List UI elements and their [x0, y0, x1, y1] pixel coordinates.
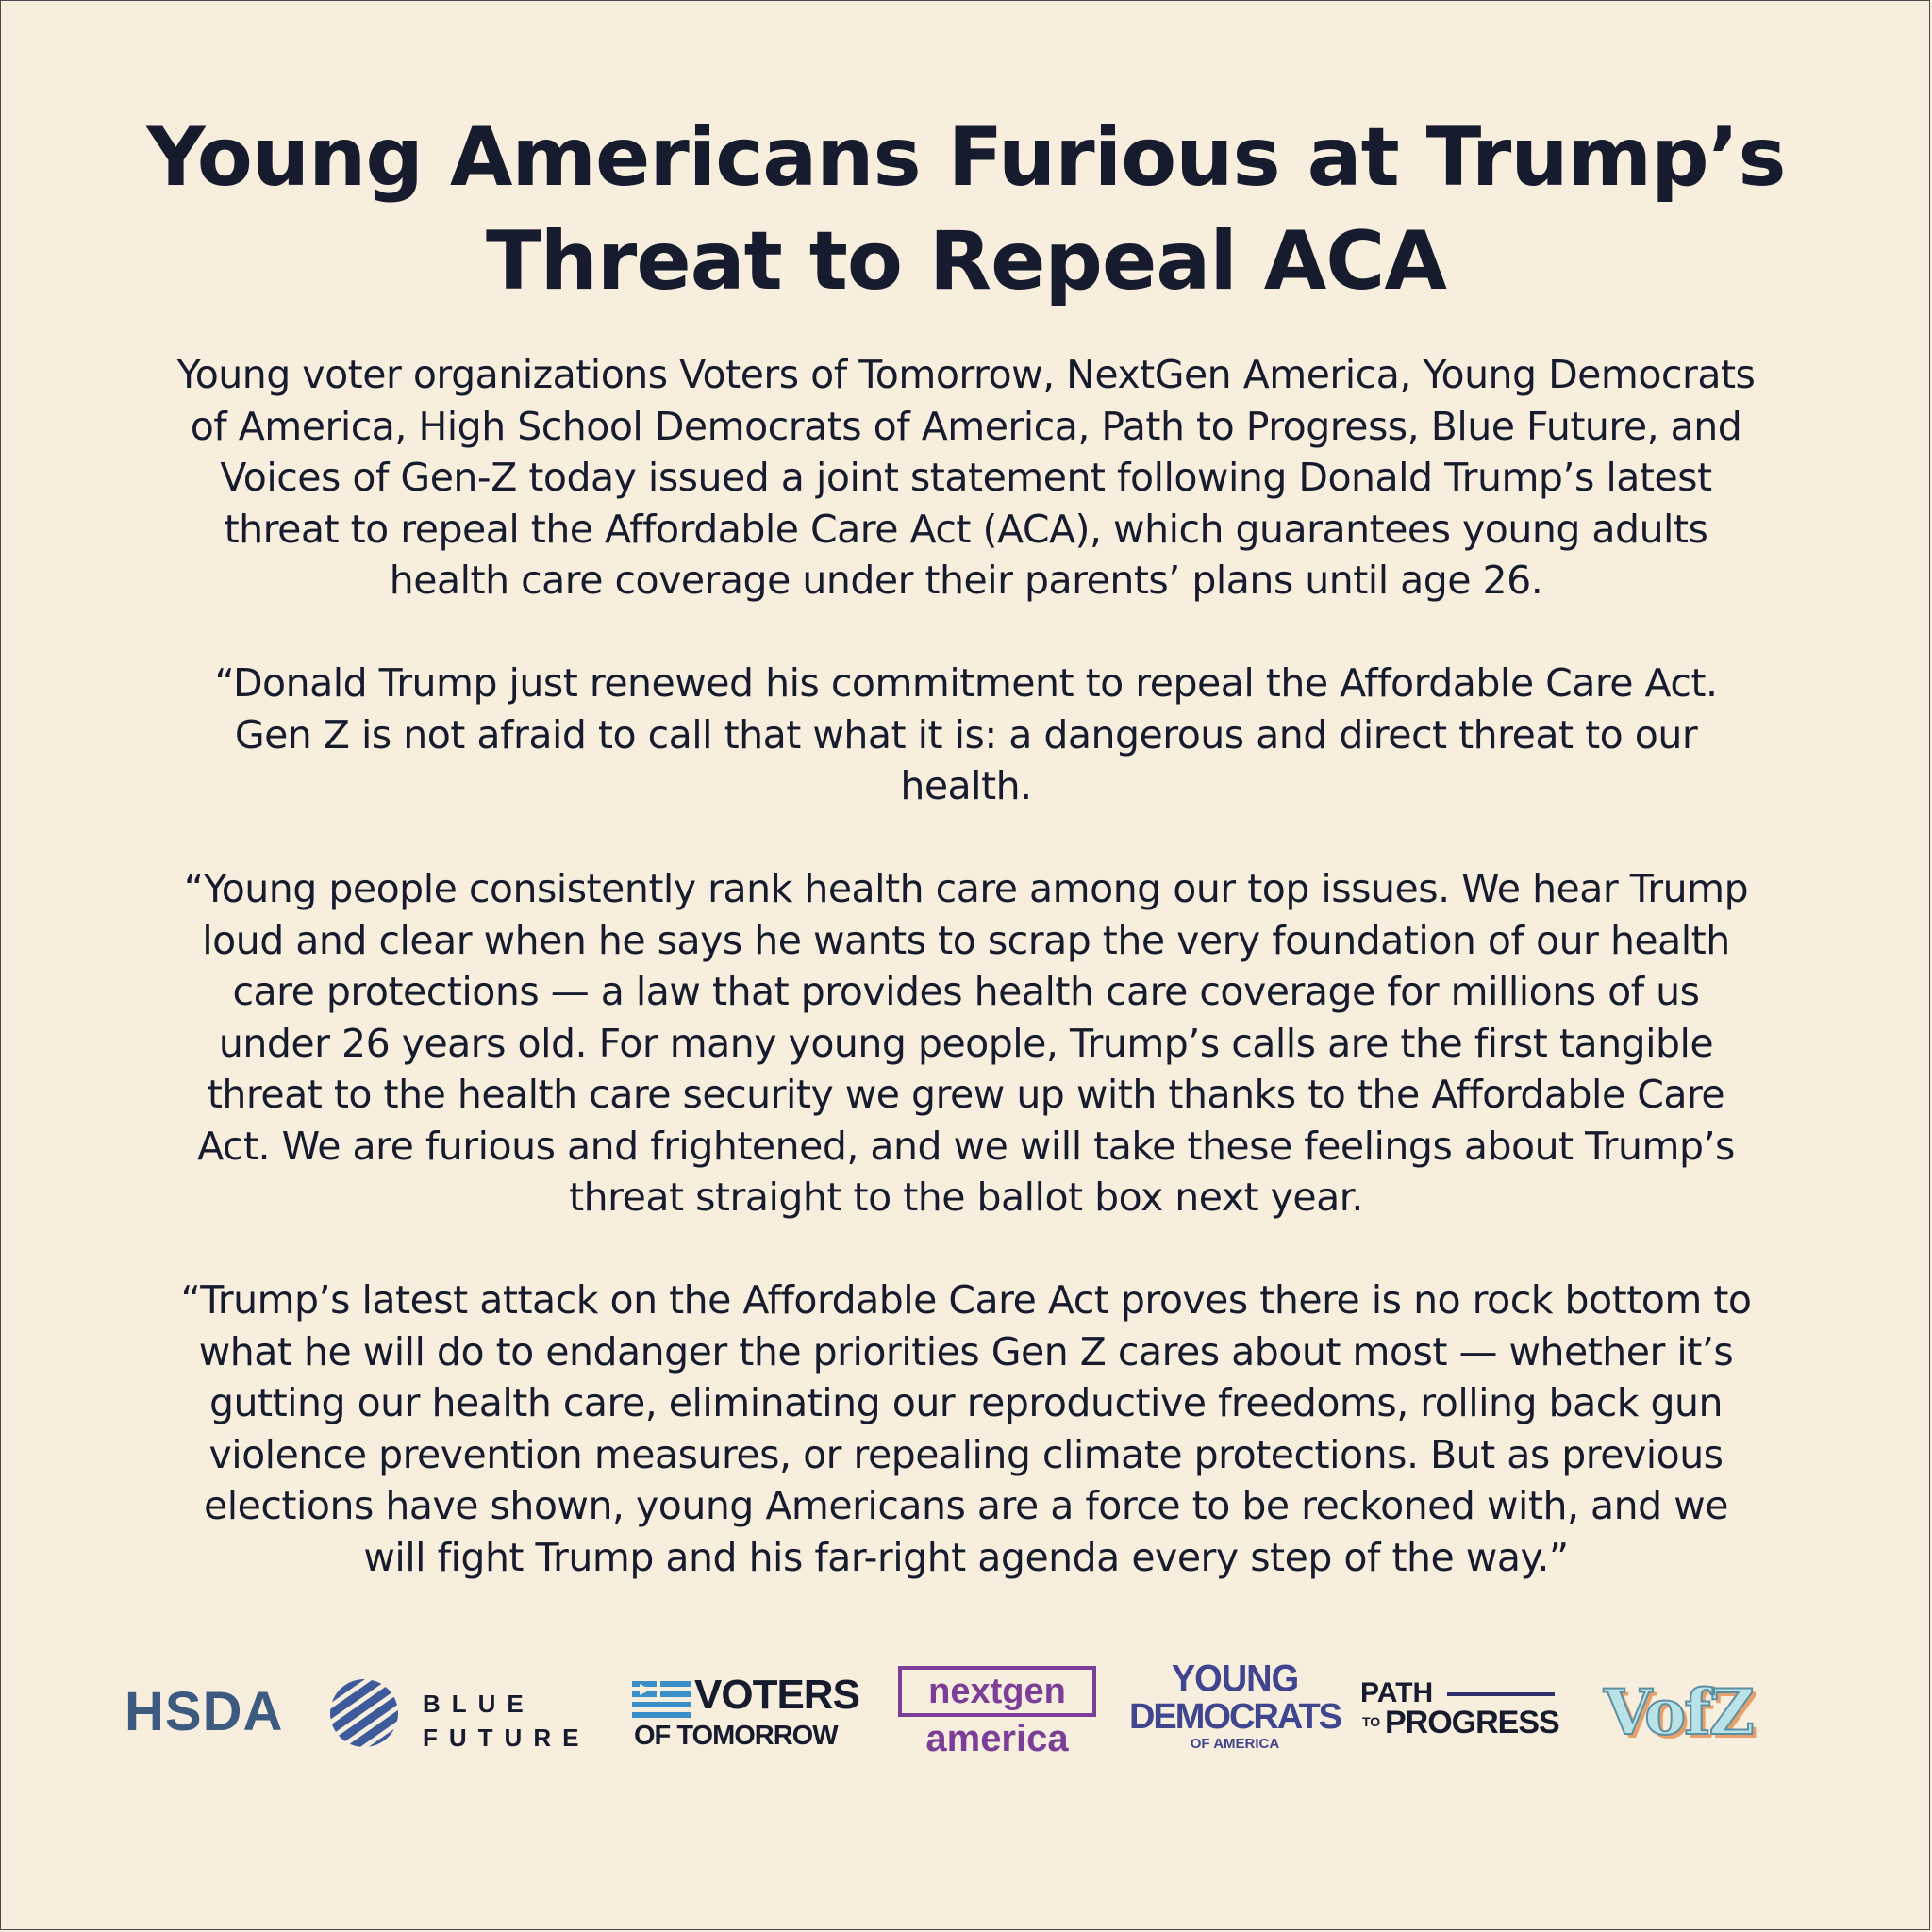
headline-line-1: Young Americans Furious at Trump’s — [146, 110, 1786, 205]
text-line: gutting our health care, eliminating our reproductive freedoms, rolling back gun — [208, 1380, 1724, 1425]
text-line: health. — [900, 763, 1032, 808]
text-line: Voices of Gen-Z today issued a joint statement following Donald Trump’s latest — [220, 455, 1712, 500]
path-to-progress-line-2: PROGRESS — [1385, 1705, 1559, 1740]
partner-logos-row — [113, 1657, 1819, 1764]
text-line: of America, High School Democrats of America, Path to Progress, Blue Future, and — [190, 403, 1742, 449]
text-line: threat straight to the ballot box next year. — [569, 1174, 1363, 1220]
nextgen-line-2: america — [925, 1718, 1069, 1759]
hsda-logo-text: HSDA — [125, 1681, 284, 1742]
blue-future-mark-icon — [328, 1677, 400, 1749]
text-line: Gen Z is not afraid to call that what it is: a dangerous and direct threat to our — [234, 711, 1698, 758]
headline — [85, 106, 1847, 313]
text-line: threat to repeal the Affordable Care Act (ACA), which guarantees young adults — [224, 506, 1708, 552]
text-line: “Young people consistently rank health care among our top issues. We hear Trump — [183, 866, 1749, 911]
blue-future-logo — [328, 1660, 602, 1764]
text-line: elections have shown, young Americans are a force to be reckoned with, and we — [204, 1483, 1728, 1528]
young-democrats-line-2: DEMOCRATS — [1128, 1697, 1341, 1737]
text-line: under 26 years old. For many young people, Trump’s calls are the first tangible — [218, 1020, 1714, 1066]
intro-paragraph — [75, 349, 1857, 607]
text-line: “Donald Trump just renewed his commitment to repeal the Affordable Care Act. — [214, 660, 1718, 706]
text-line: Act. We are furious and frightened, and we will take these feelings about Trump’s — [197, 1123, 1735, 1169]
voters-of-tomorrow-logo — [632, 1660, 870, 1764]
young-democrats-logo — [1126, 1657, 1343, 1764]
voters-flag-icon — [632, 1681, 691, 1719]
text-line: will fight Trump and his far-right agenda every step of the way.” — [363, 1534, 1569, 1580]
path-to-progress-line-1: PATH — [1360, 1677, 1434, 1708]
voters-line-2: OF TOMORROW — [634, 1721, 838, 1751]
path-to-progress-small: TO — [1362, 1714, 1381, 1729]
text-line: health care coverage under their parents’ plans until age 26. — [389, 558, 1543, 603]
vofz-logo — [1604, 1660, 1813, 1764]
blue-future-line-2: FUTURE — [423, 1724, 591, 1752]
quote-paragraph-2 — [75, 863, 1857, 1224]
nextgen-america-logo — [898, 1660, 1106, 1764]
path-line-divider — [1447, 1692, 1555, 1696]
young-democrats-line-1: YOUNG — [1171, 1657, 1299, 1701]
text-line: threat to the health care security we grew up with thanks to the Affordable Care — [207, 1072, 1725, 1117]
text-line: what he will do to endanger the priorities Gen Z cares about most — whether it’s — [198, 1328, 1734, 1374]
path-to-progress-logo — [1360, 1660, 1587, 1764]
quote-paragraph-3 — [75, 1274, 1857, 1583]
text-line: violence prevention measures, or repealing climate protections. But as previous — [208, 1431, 1724, 1477]
text-line: “Trump’s latest attack on the Affordable Care Act proves there is no rock bottom to — [180, 1277, 1752, 1323]
blue-future-line-1: BLUE — [423, 1690, 535, 1718]
text-line: Young voter organizations Voters of Tomorrow, NextGen America, Young Democrats — [176, 352, 1756, 397]
hsda-logo — [125, 1660, 304, 1764]
text-line: care protections — a law that provides health care coverage for millions of us — [232, 969, 1700, 1014]
nextgen-line-1: nextgen — [898, 1666, 1096, 1717]
text-line: loud and clear when he says he wants to scrap the very foundation of our health — [202, 917, 1730, 963]
young-democrats-line-3: OF AMERICA — [1190, 1736, 1280, 1752]
vofz-logo-text: VofZ — [1604, 1675, 1753, 1749]
quote-paragraph-1 — [75, 658, 1857, 812]
headline-line-2: Threat to Repeal ACA — [486, 214, 1446, 308]
voters-line-1: VOTERS — [694, 1672, 859, 1718]
